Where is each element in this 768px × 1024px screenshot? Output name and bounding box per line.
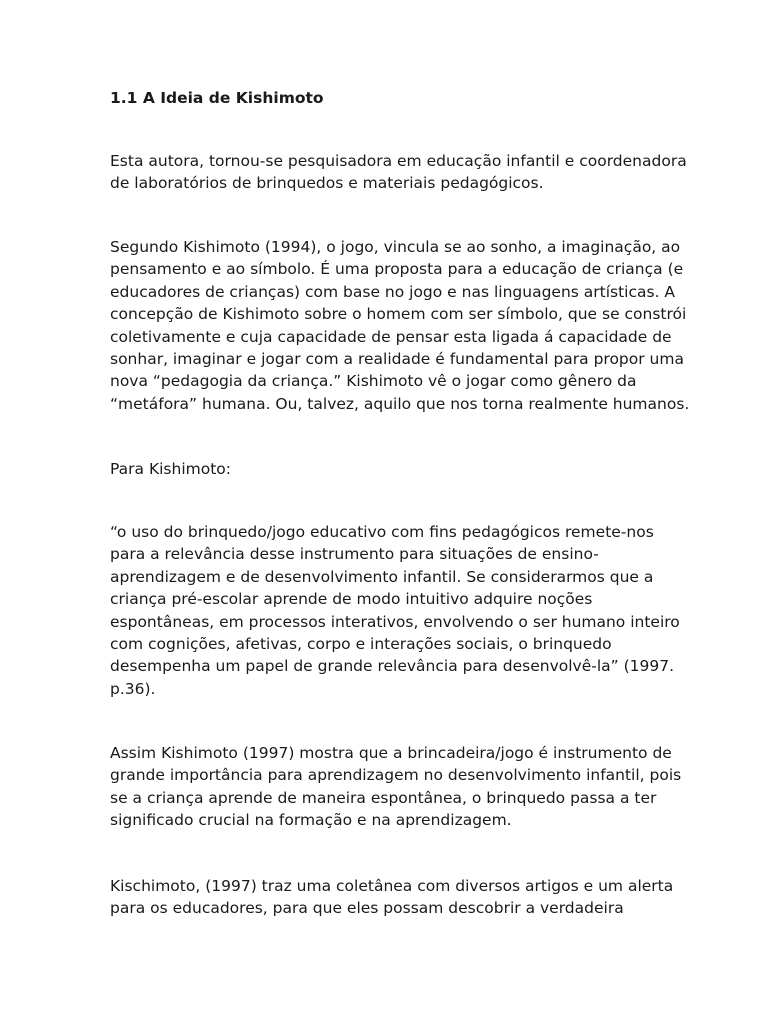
text-line: grande importância para aprendizagem no desenvolvimento infantil, pois bbox=[110, 766, 682, 785]
text-line: se a criança aprende de maneira espontânea, o brinquedo passa a ter bbox=[110, 788, 657, 807]
paragraph-quote bbox=[110, 521, 680, 700]
text-line: aprendizagem e de desenvolvimento infantil. Se considerarmos que a bbox=[110, 567, 654, 586]
text-line: pensamento e ao símbolo. É uma proposta para a educação de criança (e bbox=[110, 260, 684, 279]
text-line: sonhar, imaginar e jogar com a realidade é fundamental para propor uma bbox=[110, 350, 684, 369]
text-line: de laboratórios de brinquedos e materiais pedagógicos. bbox=[110, 174, 544, 193]
text-line: concepção de Kishimoto sobre o homem com ser símbolo, que se constrói bbox=[110, 305, 687, 324]
paragraph-intro bbox=[110, 150, 687, 195]
paragraph-kischimoto bbox=[110, 875, 674, 920]
text-line: coletivamente e cuja capacidade de pensar esta ligada á capacidade de bbox=[110, 327, 672, 346]
text-line: para a relevância desse instrumento para situações de ensino- bbox=[110, 545, 599, 564]
text-line: para os educadores, para que eles possam descobrir a verdadeira bbox=[110, 899, 624, 918]
text-line: Esta autora, tornou-se pesquisadora em educação infantil e coordenadora bbox=[110, 152, 687, 170]
text-line: “metáfora” humana. Ou, talvez, aquilo que nos torna realmente humanos. bbox=[110, 394, 690, 413]
text-line: p.36). bbox=[110, 679, 156, 698]
section-heading bbox=[110, 87, 670, 109]
text-line: com cognições, afetivas, corpo e interações sociais, o brinquedo bbox=[110, 635, 612, 654]
text-line: Segundo Kishimoto (1994), o jogo, vincula se ao sonho, a imaginação, ao bbox=[110, 238, 681, 256]
text-line: criança pré-escolar aprende de modo intuitivo adquire noções bbox=[110, 590, 593, 609]
text-line: nova “pedagogia da criança.” Kishimoto vê o jogar como gênero da bbox=[110, 372, 637, 391]
text-line: educadores de crianças) com base no jogo e nas linguagens artísticas. A bbox=[110, 282, 676, 301]
text-line: desempenha um papel de grande relevância para desenvolvê-la” (1997. bbox=[110, 657, 675, 676]
text-line: espontâneas, em processos interativos, envolvendo o ser humano inteiro bbox=[110, 612, 680, 631]
text-line: Para Kishimoto: bbox=[110, 460, 231, 478]
paragraph-assim bbox=[110, 742, 682, 832]
text-line: significado crucial na formação e na aprendizagem. bbox=[110, 811, 512, 830]
text-line: Kischimoto, (1997) traz uma coletânea com diversos artigos e um alerta bbox=[110, 877, 674, 895]
text-line: “o uso do brinquedo/jogo educativo com fins pedagógicos remete-nos bbox=[110, 523, 654, 541]
text-line: Assim Kishimoto (1997) mostra que a brincadeira/jogo é instrumento de bbox=[110, 744, 672, 762]
paragraph-segundo bbox=[110, 236, 690, 415]
heading-line: 1.1 A Ideia de Kishimoto bbox=[110, 89, 324, 107]
paragraph-para-kishimoto bbox=[110, 458, 670, 480]
